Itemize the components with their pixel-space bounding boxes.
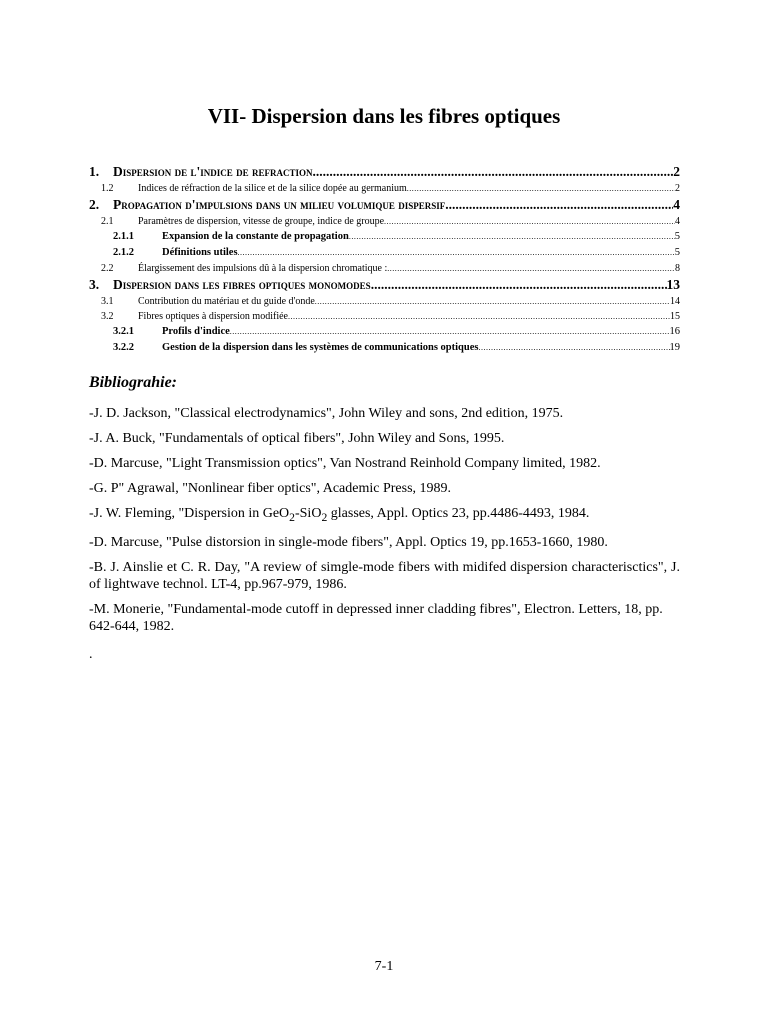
toc-leader-dots — [238, 245, 675, 261]
toc-leader-dots — [230, 324, 670, 340]
toc-entry-title: Paramètres de dispersion, vitesse de groupe, indice de groupe — [138, 216, 385, 227]
toc-entry[interactable] — [89, 245, 680, 261]
toc-entry-title: Définitions utiles — [162, 247, 238, 258]
bibliography-entry — [89, 559, 680, 593]
bibliography-text: -D. Marcuse, "Light Transmission optics", Van Nostrand Reinhold Company limited, 1982. — [89, 456, 601, 471]
toc-entry[interactable] — [89, 196, 680, 214]
toc-entry[interactable] — [89, 294, 680, 309]
toc-entry[interactable] — [89, 229, 680, 245]
toc-leader-dots — [349, 229, 675, 245]
toc-entry-number: 1. — [89, 164, 100, 179]
toc-entry-page: 15 — [670, 311, 680, 322]
subscript: 2 — [289, 510, 295, 524]
toc-entry-page: 2 — [673, 164, 680, 179]
toc-entry-page: 13 — [666, 277, 680, 292]
toc-entry[interactable] — [89, 309, 680, 324]
toc-entry-page: 5 — [674, 231, 680, 242]
toc-entry-number: 3.2.2 — [113, 342, 134, 353]
bibliography-text: -J. W. Fleming, "Dispersion in GeO — [89, 506, 290, 521]
toc-entry-page: 4 — [675, 216, 680, 227]
toc-entry-page: 14 — [670, 296, 680, 307]
bibliography-entry — [89, 601, 680, 635]
subscript: 2 — [321, 510, 328, 524]
toc-entry[interactable] — [89, 181, 680, 196]
toc-leader-dots — [479, 340, 670, 356]
toc-entry-number: 3.1 — [101, 296, 114, 307]
bibliography-entry — [89, 505, 680, 526]
toc-leader-dots — [384, 214, 675, 229]
toc-entry-page: 16 — [669, 326, 680, 337]
toc-leader-dots — [288, 309, 670, 324]
bibliography-text: -B. J. Ainslie et C. R. Day, "A review of simgle-mode fibers with midifed dispersion characterisctics", J. of lightwave technol. LT-4, pp.967-979, 1986. — [89, 559, 680, 592]
toc-entry-number: 2.1 — [101, 216, 114, 227]
toc-entry[interactable] — [89, 214, 680, 229]
bibliography-text: -D. Marcuse, "Pulse distorsion in single-mode fibers", Appl. Optics 19, pp.1653-1660, 1980. — [89, 534, 608, 550]
page-number: 7-1 — [374, 959, 394, 974]
toc-leader-dots — [371, 276, 667, 294]
toc-entry-number: 2.1.2 — [113, 247, 134, 258]
bibliography-text: -G. P" Agrawal, "Nonlinear fiber optics", Academic Press, 1989. — [89, 481, 452, 496]
bibliography-text: -J. D. Jackson, "Classical electrodynamics", John Wiley and sons, 2nd edition, 1975. — [89, 406, 564, 421]
toc-leader-dots — [407, 181, 675, 196]
toc-entry-page: 19 — [669, 342, 680, 353]
bibliography-entry — [89, 480, 680, 497]
toc-entry-title: Dispersion dans les fibres optiques monomodes — [113, 277, 371, 292]
toc-entry-title: Expansion de la constante de propagation — [162, 231, 349, 242]
toc-entry-title: Fibres optiques à dispersion modifiée — [138, 311, 288, 322]
toc-leader-dots — [315, 294, 670, 309]
toc-entry-number: 2.1.1 — [113, 231, 134, 242]
toc-entry[interactable] — [89, 276, 680, 294]
bibliography-list — [89, 405, 680, 643]
toc-entry[interactable] — [89, 324, 680, 340]
toc-entry[interactable] — [89, 340, 680, 356]
page-title: VII- Dispersion dans les fibres optiques — [207, 104, 561, 128]
bibliography-text: -J. A. Buck, "Fundamentals of optical fibers", John Wiley and Sons, 1995. — [89, 431, 505, 446]
bibliography-text: -M. Monerie, "Fundamental-mode cutoff in depressed inner cladding fibres", Electron. Letters, 18, pp. 642-644, 1982. — [89, 601, 663, 634]
toc-entry-page: 4 — [673, 197, 680, 212]
bibliography-text: -SiO — [294, 506, 322, 521]
toc-entry-page: 8 — [675, 263, 680, 274]
toc-entry-number: 2. — [89, 197, 100, 212]
toc-entry-number: 1.2 — [101, 183, 114, 194]
toc-entry-title: Profils d'indice — [162, 326, 230, 337]
bibliography-entry — [89, 534, 680, 551]
toc-entry-title: Dispersion de l'indice de refraction — [113, 164, 313, 179]
bibliography-heading: Bibliograhie: — [89, 374, 178, 391]
bibliography-entry — [89, 455, 680, 472]
toc-entry-title: Gestion de la dispersion dans les systèmes de communications optiques — [162, 342, 479, 353]
toc-entry-page: 5 — [674, 247, 680, 258]
toc-entry-number: 3. — [89, 277, 100, 292]
toc-entry[interactable] — [89, 261, 680, 276]
toc-entry-number: 3.2 — [101, 311, 114, 322]
toc-entry-page: 2 — [675, 183, 680, 194]
toc-leader-dots — [387, 261, 675, 276]
stray-mark: . — [89, 647, 93, 662]
toc-entry-title: Contribution du matériau et du guide d'onde — [138, 296, 315, 307]
table-of-contents — [89, 163, 680, 356]
toc-entry-number: 2.2 — [101, 263, 114, 274]
toc-leader-dots — [313, 163, 674, 181]
bibliography-entry — [89, 430, 680, 447]
toc-entry-title: Indices de réfraction de la silice et de la silice dopée au germanium — [138, 183, 407, 194]
toc-leader-dots — [445, 196, 673, 214]
bibliography-entry — [89, 405, 680, 422]
toc-entry-title: Élargissement des impulsions dû à la dispersion chromatique : — [138, 263, 388, 274]
bibliography-text: glasses, Appl. Optics 23, pp.4486-4493, 1984. — [327, 506, 590, 521]
toc-entry-title: Propagation d'impulsions dans un milieu volumique dispersif — [113, 197, 446, 212]
toc-entry-number: 3.2.1 — [113, 326, 134, 337]
toc-entry[interactable] — [89, 163, 680, 181]
